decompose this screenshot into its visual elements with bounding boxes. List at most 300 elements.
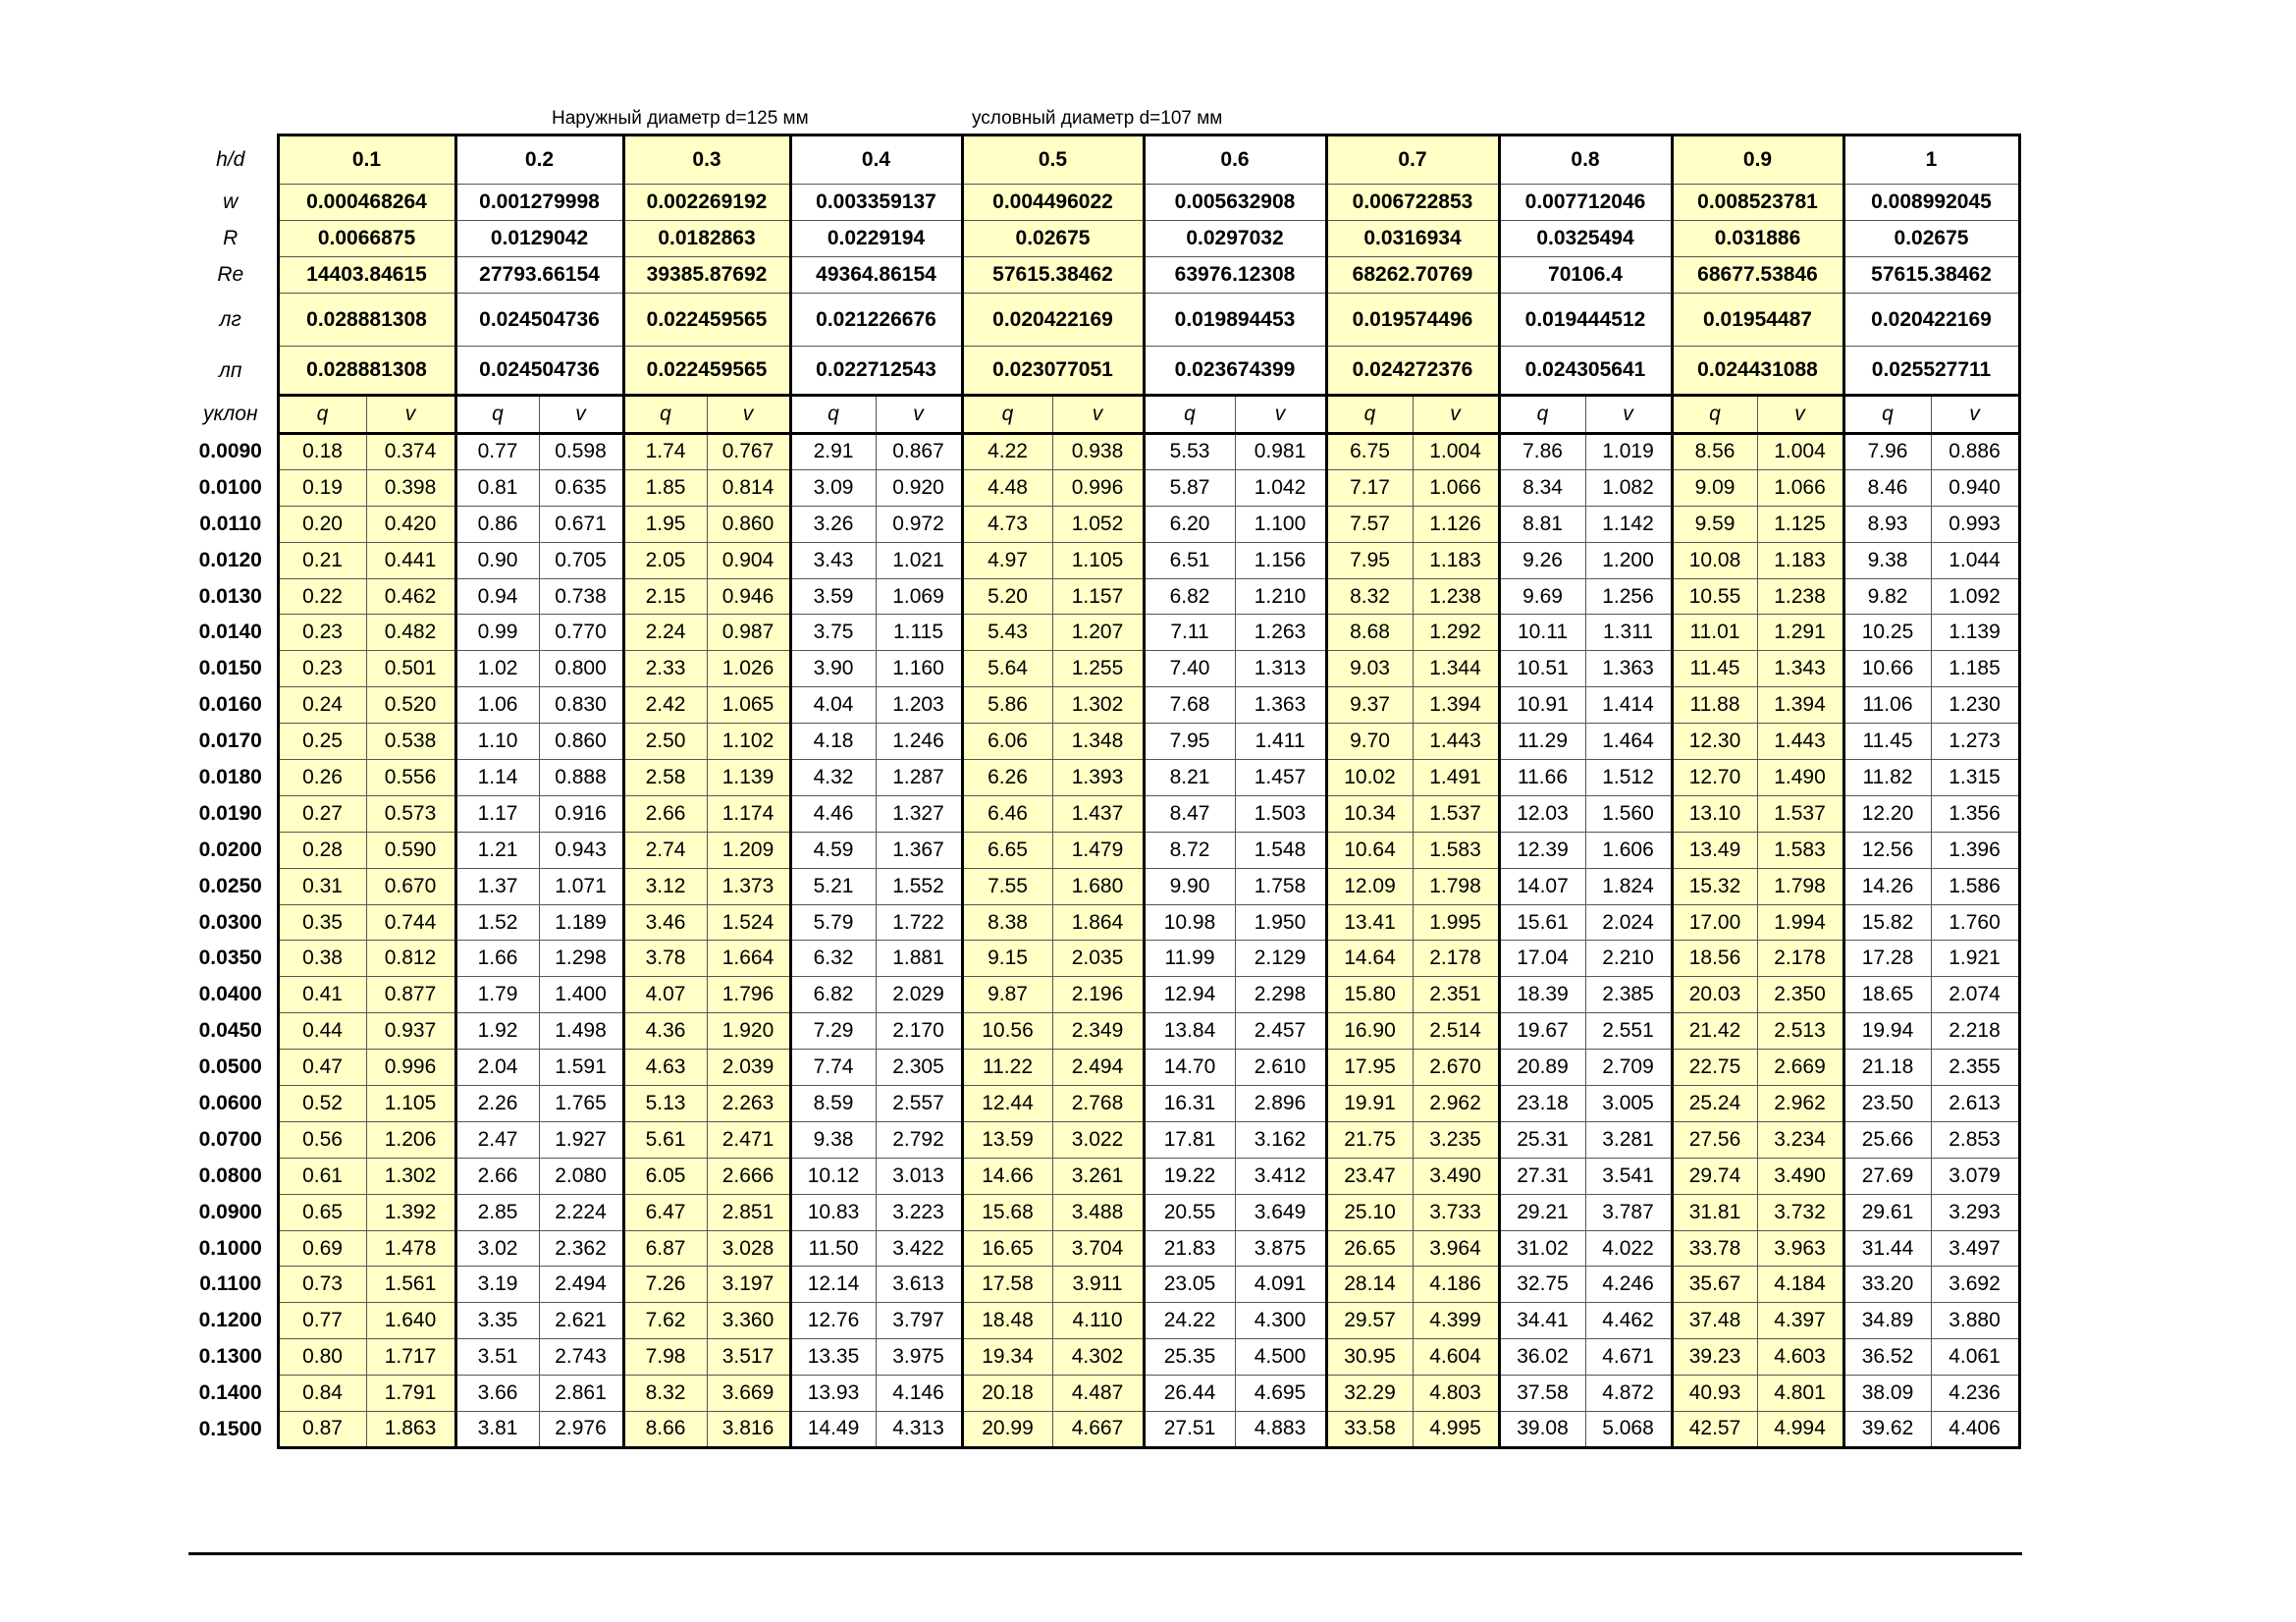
v-cell: 2.129 xyxy=(1235,941,1326,977)
q-cell: 26.44 xyxy=(1144,1376,1235,1412)
v-cell: 1.606 xyxy=(1585,832,1672,868)
q-cell: 9.38 xyxy=(790,1121,876,1158)
q-cell: 11.66 xyxy=(1499,760,1585,796)
v-cell: 2.896 xyxy=(1235,1086,1326,1122)
v-cell: 2.792 xyxy=(876,1121,962,1158)
v-cell: 0.996 xyxy=(366,1050,455,1086)
v-cell: 0.904 xyxy=(707,542,790,578)
q-cell: 1.74 xyxy=(623,434,707,470)
header-row-hd xyxy=(185,135,2019,185)
v-header: v xyxy=(1931,396,2019,434)
v-cell: 0.520 xyxy=(366,687,455,724)
slope-value: 0.0700 xyxy=(198,1127,262,1151)
cell-r: 0.02675 xyxy=(962,221,1144,257)
q-cell: 9.15 xyxy=(962,941,1052,977)
q-cell: 10.34 xyxy=(1326,795,1413,832)
cell-re: 68262.70769 xyxy=(1326,257,1499,294)
q-cell: 13.41 xyxy=(1326,904,1413,941)
v-cell: 1.498 xyxy=(539,1013,623,1050)
q-cell: 1.79 xyxy=(455,977,539,1013)
v-header: v xyxy=(1413,396,1499,434)
table-row xyxy=(185,1303,2019,1339)
v-cell: 4.186 xyxy=(1413,1267,1499,1303)
v-cell: 4.184 xyxy=(1757,1267,1843,1303)
v-cell: 4.397 xyxy=(1757,1303,1843,1339)
v-cell: 0.830 xyxy=(539,687,623,724)
v-cell: 3.497 xyxy=(1931,1230,2019,1267)
q-cell: 0.84 xyxy=(278,1376,366,1412)
v-header: v xyxy=(366,396,455,434)
v-cell: 3.911 xyxy=(1052,1267,1144,1303)
q-cell: 12.44 xyxy=(962,1086,1052,1122)
v-cell: 1.722 xyxy=(876,904,962,941)
q-cell: 9.90 xyxy=(1144,868,1235,904)
v-cell: 3.613 xyxy=(876,1267,962,1303)
v-cell: 1.238 xyxy=(1757,578,1843,615)
v-cell: 0.937 xyxy=(366,1013,455,1050)
q-cell: 17.58 xyxy=(962,1267,1052,1303)
v-cell: 3.223 xyxy=(876,1194,962,1230)
q-cell: 16.65 xyxy=(962,1230,1052,1267)
q-cell: 10.51 xyxy=(1499,651,1585,687)
v-cell: 1.343 xyxy=(1757,651,1843,687)
q-cell: 2.05 xyxy=(623,542,707,578)
v-cell: 1.400 xyxy=(539,977,623,1013)
v-cell: 2.669 xyxy=(1757,1050,1843,1086)
q-cell: 19.67 xyxy=(1499,1013,1585,1050)
table-row xyxy=(185,941,2019,977)
v-cell: 4.604 xyxy=(1413,1339,1499,1376)
q-cell: 0.99 xyxy=(455,615,539,651)
v-cell: 1.478 xyxy=(366,1230,455,1267)
cell-re: 57615.38462 xyxy=(1843,257,2019,294)
v-cell: 1.292 xyxy=(1413,615,1499,651)
v-cell: 0.946 xyxy=(707,578,790,615)
cell-lambda-g: 0.020422169 xyxy=(962,294,1144,347)
q-header: q xyxy=(1672,396,1757,434)
v-cell: 2.224 xyxy=(539,1194,623,1230)
q-cell: 19.34 xyxy=(962,1339,1052,1376)
q-cell: 1.14 xyxy=(455,760,539,796)
slope-value: 0.1000 xyxy=(198,1236,262,1260)
v-cell: 2.666 xyxy=(707,1158,790,1194)
row-label-w: w xyxy=(223,190,239,213)
v-cell: 1.717 xyxy=(366,1339,455,1376)
v-cell: 3.704 xyxy=(1052,1230,1144,1267)
q-cell: 0.77 xyxy=(455,434,539,470)
cell-lambda-g: 0.020422169 xyxy=(1843,294,2019,347)
v-cell: 1.583 xyxy=(1413,832,1499,868)
q-header: q xyxy=(790,396,876,434)
q-cell: 1.66 xyxy=(455,941,539,977)
v-cell: 2.362 xyxy=(539,1230,623,1267)
v-cell: 1.927 xyxy=(539,1121,623,1158)
q-cell: 3.02 xyxy=(455,1230,539,1267)
v-cell: 2.851 xyxy=(707,1194,790,1230)
v-cell: 4.236 xyxy=(1931,1376,2019,1412)
v-cell: 4.667 xyxy=(1052,1412,1144,1448)
v-cell: 2.768 xyxy=(1052,1086,1144,1122)
q-cell: 9.09 xyxy=(1672,469,1757,506)
q-cell: 27.31 xyxy=(1499,1158,1585,1194)
q-cell: 5.53 xyxy=(1144,434,1235,470)
cell-lambda-g: 0.022459565 xyxy=(623,294,790,347)
table-row xyxy=(185,578,2019,615)
q-cell: 15.82 xyxy=(1843,904,1931,941)
q-cell: 0.52 xyxy=(278,1086,366,1122)
v-cell: 3.816 xyxy=(707,1412,790,1448)
cell-re: 39385.87692 xyxy=(623,257,790,294)
q-cell: 34.41 xyxy=(1499,1303,1585,1339)
v-cell: 1.071 xyxy=(539,868,623,904)
v-cell: 1.004 xyxy=(1413,434,1499,470)
q-cell: 42.57 xyxy=(1672,1412,1757,1448)
q-cell: 4.97 xyxy=(962,542,1052,578)
cell-w: 0.001279998 xyxy=(455,185,623,221)
v-cell: 1.363 xyxy=(1235,687,1326,724)
cell-w: 0.005632908 xyxy=(1144,185,1326,221)
q-cell: 11.82 xyxy=(1843,760,1931,796)
v-cell: 0.670 xyxy=(366,868,455,904)
v-cell: 3.293 xyxy=(1931,1194,2019,1230)
q-cell: 12.09 xyxy=(1326,868,1413,904)
slope-value: 0.0250 xyxy=(198,874,262,897)
v-cell: 2.210 xyxy=(1585,941,1672,977)
q-cell: 19.94 xyxy=(1843,1013,1931,1050)
q-cell: 12.14 xyxy=(790,1267,876,1303)
q-cell: 33.20 xyxy=(1843,1267,1931,1303)
q-cell: 2.47 xyxy=(455,1121,539,1158)
v-cell: 2.350 xyxy=(1757,977,1843,1013)
v-cell: 1.246 xyxy=(876,724,962,760)
v-cell: 2.385 xyxy=(1585,977,1672,1013)
slope-value: 0.1500 xyxy=(198,1417,262,1440)
q-cell: 3.12 xyxy=(623,868,707,904)
q-cell: 12.56 xyxy=(1843,832,1931,868)
v-cell: 2.513 xyxy=(1757,1013,1843,1050)
q-cell: 21.83 xyxy=(1144,1230,1235,1267)
v-cell: 1.115 xyxy=(876,615,962,651)
v-cell: 1.392 xyxy=(366,1194,455,1230)
v-cell: 0.556 xyxy=(366,760,455,796)
q-cell: 18.56 xyxy=(1672,941,1757,977)
v-cell: 0.767 xyxy=(707,434,790,470)
q-cell: 5.64 xyxy=(962,651,1052,687)
row-label-lambda-g: лг xyxy=(219,307,241,331)
v-cell: 3.488 xyxy=(1052,1194,1144,1230)
v-cell: 2.610 xyxy=(1235,1050,1326,1086)
cell-lambda-g: 0.019894453 xyxy=(1144,294,1326,347)
q-cell: 2.33 xyxy=(623,651,707,687)
q-cell: 8.66 xyxy=(623,1412,707,1448)
v-cell: 1.396 xyxy=(1931,832,2019,868)
q-cell: 18.39 xyxy=(1499,977,1585,1013)
q-cell: 0.81 xyxy=(455,469,539,506)
v-cell: 2.613 xyxy=(1931,1086,2019,1122)
q-cell: 29.21 xyxy=(1499,1194,1585,1230)
cell-hd: 1 xyxy=(1843,135,2019,185)
table-row xyxy=(185,1086,2019,1122)
q-cell: 3.66 xyxy=(455,1376,539,1412)
q-cell: 4.36 xyxy=(623,1013,707,1050)
v-cell: 1.863 xyxy=(366,1412,455,1448)
v-cell: 3.964 xyxy=(1413,1230,1499,1267)
table-row xyxy=(185,977,2019,1013)
table-row xyxy=(185,542,2019,578)
v-cell: 4.872 xyxy=(1585,1376,1672,1412)
table-row xyxy=(185,724,2019,760)
q-cell: 31.02 xyxy=(1499,1230,1585,1267)
v-cell: 1.537 xyxy=(1413,795,1499,832)
q-cell: 7.68 xyxy=(1144,687,1235,724)
header-row-re xyxy=(185,257,2019,294)
v-cell: 1.174 xyxy=(707,795,790,832)
q-cell: 6.47 xyxy=(623,1194,707,1230)
table-row xyxy=(185,795,2019,832)
v-cell: 1.157 xyxy=(1052,578,1144,615)
v-cell: 1.356 xyxy=(1931,795,2019,832)
v-cell: 0.920 xyxy=(876,469,962,506)
row-label-r: R xyxy=(223,227,239,249)
q-cell: 6.32 xyxy=(790,941,876,977)
v-cell: 1.019 xyxy=(1585,434,1672,470)
v-header: v xyxy=(1757,396,1843,434)
v-cell: 0.420 xyxy=(366,506,455,542)
v-cell: 3.975 xyxy=(876,1339,962,1376)
q-cell: 6.87 xyxy=(623,1230,707,1267)
v-cell: 1.367 xyxy=(876,832,962,868)
v-cell: 4.671 xyxy=(1585,1339,1672,1376)
q-cell: 14.07 xyxy=(1499,868,1585,904)
q-cell: 10.91 xyxy=(1499,687,1585,724)
cell-hd: 0.3 xyxy=(623,135,790,185)
q-cell: 2.42 xyxy=(623,687,707,724)
slope-value: 0.1100 xyxy=(199,1272,262,1296)
q-cell: 2.66 xyxy=(623,795,707,832)
q-cell: 20.03 xyxy=(1672,977,1757,1013)
q-cell: 21.75 xyxy=(1326,1121,1413,1158)
v-cell: 1.210 xyxy=(1235,578,1326,615)
q-cell: 0.80 xyxy=(278,1339,366,1376)
v-cell: 3.787 xyxy=(1585,1194,1672,1230)
q-cell: 2.50 xyxy=(623,724,707,760)
q-cell: 0.18 xyxy=(278,434,366,470)
v-cell: 1.443 xyxy=(1757,724,1843,760)
v-cell: 0.590 xyxy=(366,832,455,868)
q-cell: 2.74 xyxy=(623,832,707,868)
cell-re: 14403.84615 xyxy=(278,257,455,294)
q-cell: 5.43 xyxy=(962,615,1052,651)
v-cell: 1.586 xyxy=(1931,868,2019,904)
cell-re: 63976.12308 xyxy=(1144,257,1326,294)
v-cell: 1.203 xyxy=(876,687,962,724)
cell-hd: 0.8 xyxy=(1499,135,1672,185)
v-cell: 3.162 xyxy=(1235,1121,1326,1158)
q-cell: 4.48 xyxy=(962,469,1052,506)
v-cell: 1.394 xyxy=(1413,687,1499,724)
q-cell: 6.82 xyxy=(1144,578,1235,615)
q-cell: 11.29 xyxy=(1499,724,1585,760)
v-cell: 1.640 xyxy=(366,1303,455,1339)
v-cell: 1.491 xyxy=(1413,760,1499,796)
v-cell: 2.853 xyxy=(1931,1121,2019,1158)
table-row xyxy=(185,1013,2019,1050)
header-row-lambda-g xyxy=(185,294,2019,347)
v-cell: 1.021 xyxy=(876,542,962,578)
q-cell: 9.03 xyxy=(1326,651,1413,687)
v-cell: 1.348 xyxy=(1052,724,1144,760)
q-cell: 5.61 xyxy=(623,1121,707,1158)
v-cell: 0.916 xyxy=(539,795,623,832)
v-cell: 4.462 xyxy=(1585,1303,1672,1339)
cell-w: 0.008523781 xyxy=(1672,185,1843,221)
v-cell: 1.327 xyxy=(876,795,962,832)
header-row-lambda-p xyxy=(185,347,2019,396)
cell-hd: 0.4 xyxy=(790,135,962,185)
cell-w: 0.003359137 xyxy=(790,185,962,221)
v-cell: 2.178 xyxy=(1757,941,1843,977)
v-cell: 2.263 xyxy=(707,1086,790,1122)
v-cell: 1.479 xyxy=(1052,832,1144,868)
v-cell: 1.092 xyxy=(1931,578,2019,615)
table-row xyxy=(185,1376,2019,1412)
v-cell: 3.261 xyxy=(1052,1158,1144,1194)
v-cell: 0.972 xyxy=(876,506,962,542)
v-cell: 1.457 xyxy=(1235,760,1326,796)
q-cell: 28.14 xyxy=(1326,1267,1413,1303)
q-cell: 9.82 xyxy=(1843,578,1931,615)
v-cell: 1.313 xyxy=(1235,651,1326,687)
v-cell: 1.044 xyxy=(1931,542,2019,578)
v-cell: 1.864 xyxy=(1052,904,1144,941)
q-cell: 10.98 xyxy=(1144,904,1235,941)
q-cell: 12.03 xyxy=(1499,795,1585,832)
v-header: v xyxy=(1052,396,1144,434)
slope-value: 0.1400 xyxy=(198,1381,262,1405)
v-cell: 2.039 xyxy=(707,1050,790,1086)
q-cell: 6.65 xyxy=(962,832,1052,868)
q-cell: 4.22 xyxy=(962,434,1052,470)
table-row xyxy=(185,615,2019,651)
v-header: v xyxy=(1235,396,1326,434)
q-cell: 10.55 xyxy=(1672,578,1757,615)
q-cell: 15.61 xyxy=(1499,904,1585,941)
v-cell: 2.494 xyxy=(1052,1050,1144,1086)
q-cell: 1.10 xyxy=(455,724,539,760)
v-cell: 2.080 xyxy=(539,1158,623,1194)
q-cell: 12.76 xyxy=(790,1303,876,1339)
q-cell: 4.07 xyxy=(623,977,707,1013)
v-cell: 3.412 xyxy=(1235,1158,1326,1194)
cell-re: 70106.4 xyxy=(1499,257,1672,294)
cell-lambda-g: 0.021226676 xyxy=(790,294,962,347)
q-cell: 0.44 xyxy=(278,1013,366,1050)
v-cell: 0.814 xyxy=(707,469,790,506)
slope-value: 0.0120 xyxy=(198,548,262,571)
q-cell: 8.47 xyxy=(1144,795,1235,832)
v-cell: 4.603 xyxy=(1757,1339,1843,1376)
q-cell: 0.35 xyxy=(278,904,366,941)
cell-lambda-g: 0.019444512 xyxy=(1499,294,1672,347)
q-cell: 25.35 xyxy=(1144,1339,1235,1376)
v-cell: 0.993 xyxy=(1931,506,2019,542)
v-cell: 3.234 xyxy=(1757,1121,1843,1158)
q-cell: 9.38 xyxy=(1843,542,1931,578)
v-cell: 1.994 xyxy=(1757,904,1843,941)
q-cell: 7.74 xyxy=(790,1050,876,1086)
q-header: q xyxy=(455,396,539,434)
table-row xyxy=(185,434,2019,470)
q-cell: 7.95 xyxy=(1326,542,1413,578)
v-cell: 3.281 xyxy=(1585,1121,1672,1158)
v-cell: 0.573 xyxy=(366,795,455,832)
v-header: v xyxy=(539,396,623,434)
table-row xyxy=(185,904,2019,941)
q-cell: 3.19 xyxy=(455,1267,539,1303)
v-cell: 4.995 xyxy=(1413,1412,1499,1448)
v-cell: 0.770 xyxy=(539,615,623,651)
v-cell: 2.457 xyxy=(1235,1013,1326,1050)
q-cell: 0.28 xyxy=(278,832,366,868)
cell-hd: 0.2 xyxy=(455,135,623,185)
cell-w: 0.000468264 xyxy=(278,185,455,221)
q-cell: 8.34 xyxy=(1499,469,1585,506)
v-cell: 2.218 xyxy=(1931,1013,2019,1050)
q-cell: 34.89 xyxy=(1843,1303,1931,1339)
v-header: v xyxy=(876,396,962,434)
slope-value: 0.0800 xyxy=(198,1163,262,1187)
q-cell: 7.98 xyxy=(623,1339,707,1376)
q-cell: 0.61 xyxy=(278,1158,366,1194)
q-cell: 10.12 xyxy=(790,1158,876,1194)
q-cell: 30.95 xyxy=(1326,1339,1413,1376)
q-cell: 25.24 xyxy=(1672,1086,1757,1122)
cell-hd: 0.1 xyxy=(278,135,455,185)
q-cell: 18.48 xyxy=(962,1303,1052,1339)
v-cell: 0.744 xyxy=(366,904,455,941)
v-cell: 1.680 xyxy=(1052,868,1144,904)
cell-hd: 0.6 xyxy=(1144,135,1326,185)
v-cell: 1.561 xyxy=(366,1267,455,1303)
q-cell: 0.23 xyxy=(278,615,366,651)
v-cell: 0.482 xyxy=(366,615,455,651)
v-cell: 1.760 xyxy=(1931,904,2019,941)
q-cell: 1.95 xyxy=(623,506,707,542)
q-cell: 0.38 xyxy=(278,941,366,977)
q-cell: 3.59 xyxy=(790,578,876,615)
subheader-row xyxy=(185,396,2019,434)
v-cell: 1.798 xyxy=(1413,868,1499,904)
table-row xyxy=(185,760,2019,796)
q-cell: 0.86 xyxy=(455,506,539,542)
q-cell: 0.41 xyxy=(278,977,366,1013)
v-cell: 2.351 xyxy=(1413,977,1499,1013)
q-cell: 0.31 xyxy=(278,868,366,904)
q-cell: 0.25 xyxy=(278,724,366,760)
q-cell: 27.56 xyxy=(1672,1121,1757,1158)
q-cell: 8.81 xyxy=(1499,506,1585,542)
q-cell: 3.09 xyxy=(790,469,876,506)
q-cell: 7.96 xyxy=(1843,434,1931,470)
v-cell: 1.995 xyxy=(1413,904,1499,941)
v-cell: 3.733 xyxy=(1413,1194,1499,1230)
q-header: q xyxy=(278,396,366,434)
v-cell: 1.552 xyxy=(876,868,962,904)
v-cell: 4.300 xyxy=(1235,1303,1326,1339)
q-cell: 24.22 xyxy=(1144,1303,1235,1339)
q-cell: 10.11 xyxy=(1499,615,1585,651)
q-cell: 35.67 xyxy=(1672,1267,1757,1303)
